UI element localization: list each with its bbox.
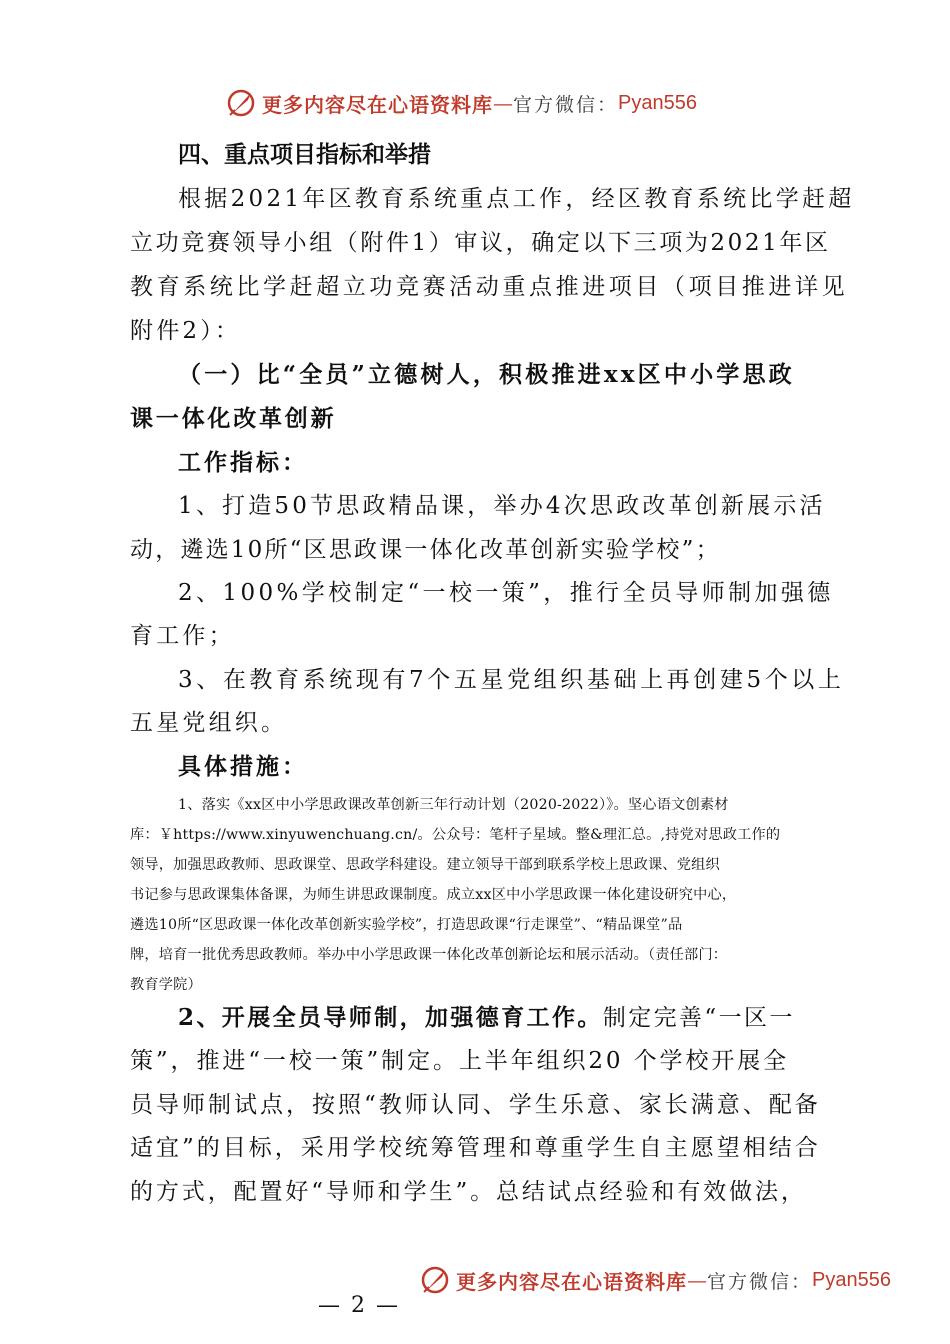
quill-logo-icon xyxy=(420,1265,450,1295)
measure2-line: 员导师制试点，按照“教师认同、学生乐意、家长满意、配备 xyxy=(130,1092,821,1118)
watermark-main-text: 更多内容尽在心语资料库 xyxy=(456,1269,687,1294)
measure1-line: 牌，培育一批优秀思政教师。举办中小学思政课一体化改革创新论坛和展示活动。（责任部门： xyxy=(130,947,728,963)
measure2-line: 适宜”的目标，采用学校统筹管理和尊重学生自主愿望相结合 xyxy=(130,1135,821,1161)
section-heading: 四、重点项目指标和举措 xyxy=(178,141,431,168)
intro-line: 根据2021年区教育系统重点工作，经区教育系统比学赶超 xyxy=(178,186,855,212)
measure1-line: 1、落实《xx区中小学思政课改革创新三年行动计划（2020-2022）》。坚心语文创素材 xyxy=(178,797,729,813)
watermark-official-label: 官方微信： xyxy=(513,93,619,116)
measure1-line: 教育学院） xyxy=(130,977,202,993)
measures-label: 具体措施： xyxy=(178,753,308,780)
measure1-line: 书记参与思政课集体备课，为师生讲思政课制度。成立xx区中小学思政课一体化建设研究中心， xyxy=(130,887,737,903)
measure2-line: 策”，推进“一校一策”制定。上半年组织20 个学校开展全 xyxy=(130,1048,790,1074)
measure2-line: 的方式，配置好“导师和学生”。总结试点经验和有效做法， xyxy=(130,1179,807,1205)
watermark-dash: — xyxy=(493,91,513,115)
measure2-title: 2、开展全员导师制，加强德育工作。 xyxy=(178,1004,603,1031)
intro-line: 附件2）： xyxy=(130,318,242,344)
indicator-line: 育工作； xyxy=(130,623,235,649)
indicator-line: 1、打造50节思政精品课，举办4次思政改革创新展示活 xyxy=(178,493,826,519)
intro-line: 教育系统比学赶超立功竞赛活动重点推进项目（项目推进详见 xyxy=(130,274,849,300)
measure2-first-rest: 制定完善“一区一 xyxy=(602,1005,795,1031)
watermark-banner-bottom xyxy=(420,1265,891,1295)
subheading-line: 课一体化改革创新 xyxy=(130,405,337,432)
watermark-wechat-id: Pyan556 xyxy=(812,1268,891,1291)
page-number: — 2 — xyxy=(318,1293,400,1318)
indicator-line: 五星党组织。 xyxy=(130,710,288,736)
quill-logo-icon xyxy=(226,88,256,118)
subheading-line: （一）比“全员”立德树人，积极推进xx区中小学思政 xyxy=(178,361,795,388)
watermark-wechat-id: Pyan556 xyxy=(618,91,697,114)
watermark-banner-top xyxy=(226,88,697,118)
measure1-line: 领导，加强思政教师、思政课堂、思政学科建设。建立领导干部到联系学校上思政课、党组织 xyxy=(130,857,720,873)
indicator-line: 动，遴选10所“区思政课一体化改革创新实验学校”； xyxy=(130,537,721,563)
measure1-line: 库：￥https://www.xinyuwenchuang.cn/。公众号：笔杆子星域。整&理汇总。,持党对思政工作的 xyxy=(130,827,781,843)
watermark-main-text: 更多内容尽在心语资料库 xyxy=(262,92,493,117)
intro-line: 立功竞赛领导小组（附件1）审议，确定以下三项为2021年区 xyxy=(130,230,831,256)
watermark-official-label: 官方微信： xyxy=(707,1270,813,1293)
watermark-dash: — xyxy=(687,1268,707,1292)
indicators-label: 工作指标： xyxy=(178,449,308,476)
indicator-line: 3、在教育系统现有7个五星党组织基础上再创建5个以上 xyxy=(178,667,845,693)
measure1-line: 遴选10所“区思政课一体化改革创新实验学校”，打造思政课“行走课堂”、“精品课堂”品 xyxy=(130,917,683,933)
indicator-line: 2、100%学校制定“一校一策”，推行全员导师制加强德 xyxy=(178,580,834,606)
measure2-first-line xyxy=(178,1003,795,1033)
